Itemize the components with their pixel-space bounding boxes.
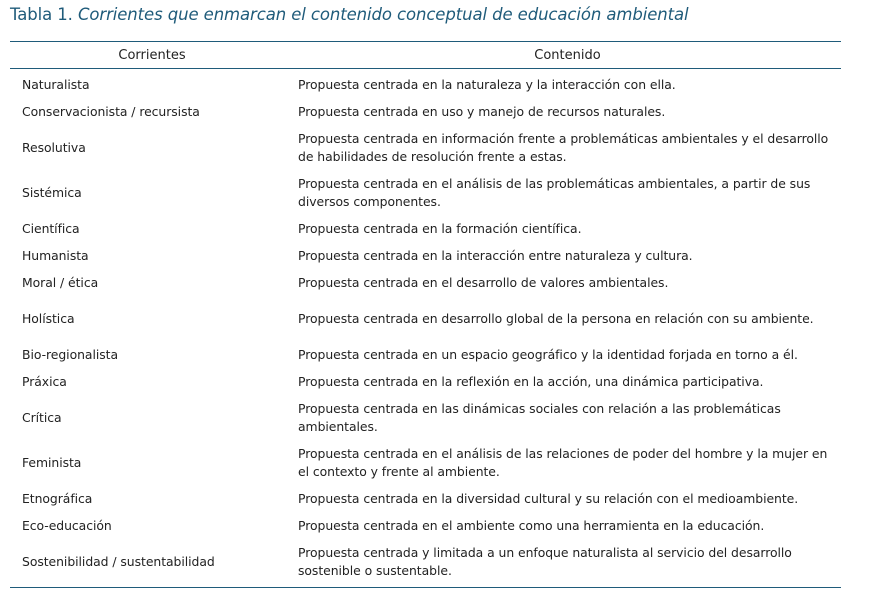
row-contenido: Propuesta centrada en el ambiente como una herramienta en la educación. bbox=[298, 517, 765, 533]
row-corriente: Crítica bbox=[22, 409, 62, 425]
row-contenido: Propuesta centrada en el desarrollo de valores ambientales. bbox=[298, 274, 669, 290]
row-corriente: Resolutiva bbox=[22, 139, 86, 155]
row-corriente: Práxica bbox=[22, 373, 67, 389]
header-corrientes: Corrientes bbox=[118, 47, 186, 63]
table-row bbox=[10, 98, 841, 125]
row-corriente: Sostenibilidad / sustentabilidad bbox=[22, 553, 215, 569]
currents-table bbox=[10, 41, 841, 588]
table-row bbox=[10, 440, 841, 485]
header-contenido: Contenido bbox=[534, 47, 601, 63]
table-row bbox=[10, 269, 841, 296]
row-corriente: Moral / ética bbox=[22, 274, 99, 290]
row-contenido: Propuesta centrada en el análisis de las relaciones de poder del hombre y la mujer en el contexto y frente al ambiente. bbox=[298, 445, 828, 479]
table-row bbox=[10, 215, 841, 242]
row-corriente: Conservacionista / recursista bbox=[22, 103, 200, 119]
row-contenido: Propuesta centrada en la diversidad cultural y su relación con el medioambiente. bbox=[298, 490, 799, 506]
table-header bbox=[10, 42, 841, 69]
row-corriente: Científica bbox=[22, 220, 80, 236]
table-body bbox=[10, 69, 841, 587]
row-contenido: Propuesta centrada en el análisis de las problemáticas ambientales, a partir de sus diversos componentes. bbox=[298, 175, 811, 209]
table-title: Corrientes que enmarcan el contenido conceptual de educación ambiental bbox=[77, 5, 689, 24]
table-row bbox=[10, 512, 841, 539]
table-caption bbox=[10, 5, 689, 24]
table-row bbox=[10, 296, 841, 341]
table-row bbox=[10, 71, 841, 98]
table-row bbox=[10, 395, 841, 440]
row-contenido: Propuesta centrada en la formación científica. bbox=[298, 220, 582, 236]
row-contenido: Propuesta centrada en la interacción entre naturaleza y cultura. bbox=[298, 247, 693, 263]
row-corriente: Etnográfica bbox=[22, 490, 93, 506]
row-contenido: Propuesta centrada en información frente a problemáticas ambientales y el desarrollo de habilidades de resolución frente a estas. bbox=[298, 130, 829, 164]
row-corriente: Humanista bbox=[22, 247, 89, 263]
table-row bbox=[10, 539, 841, 584]
row-corriente: Feminista bbox=[22, 454, 82, 470]
table-row bbox=[10, 170, 841, 215]
row-contenido: Propuesta centrada en la reflexión en la acción, una dinámica participativa. bbox=[298, 373, 764, 389]
table-label: Tabla 1. bbox=[10, 5, 73, 24]
row-contenido: Propuesta centrada en la naturaleza y la interacción con ella. bbox=[298, 76, 676, 92]
row-corriente: Holística bbox=[22, 310, 75, 326]
row-corriente: Eco-educación bbox=[22, 517, 112, 533]
row-contenido: Propuesta centrada en un espacio geográfico y la identidad forjada en torno a él. bbox=[298, 346, 798, 362]
row-contenido: Propuesta centrada en desarrollo global de la persona en relación con su ambiente. bbox=[298, 310, 814, 326]
row-corriente: Sistémica bbox=[22, 184, 82, 200]
row-corriente: Naturalista bbox=[22, 76, 90, 92]
table-row bbox=[10, 242, 841, 269]
table-row bbox=[10, 125, 841, 170]
table-row bbox=[10, 368, 841, 395]
row-contenido: Propuesta centrada en las dinámicas sociales con relación a las problemáticas ambientales. bbox=[298, 400, 781, 434]
row-contenido: Propuesta centrada en uso y manejo de recursos naturales. bbox=[298, 103, 666, 119]
row-contenido: Propuesta centrada y limitada a un enfoque naturalista al servicio del desarrollo sostenible o sustentable. bbox=[298, 544, 792, 578]
table-row bbox=[10, 485, 841, 512]
table-row bbox=[10, 341, 841, 368]
row-corriente: Bio-regionalista bbox=[22, 346, 118, 362]
